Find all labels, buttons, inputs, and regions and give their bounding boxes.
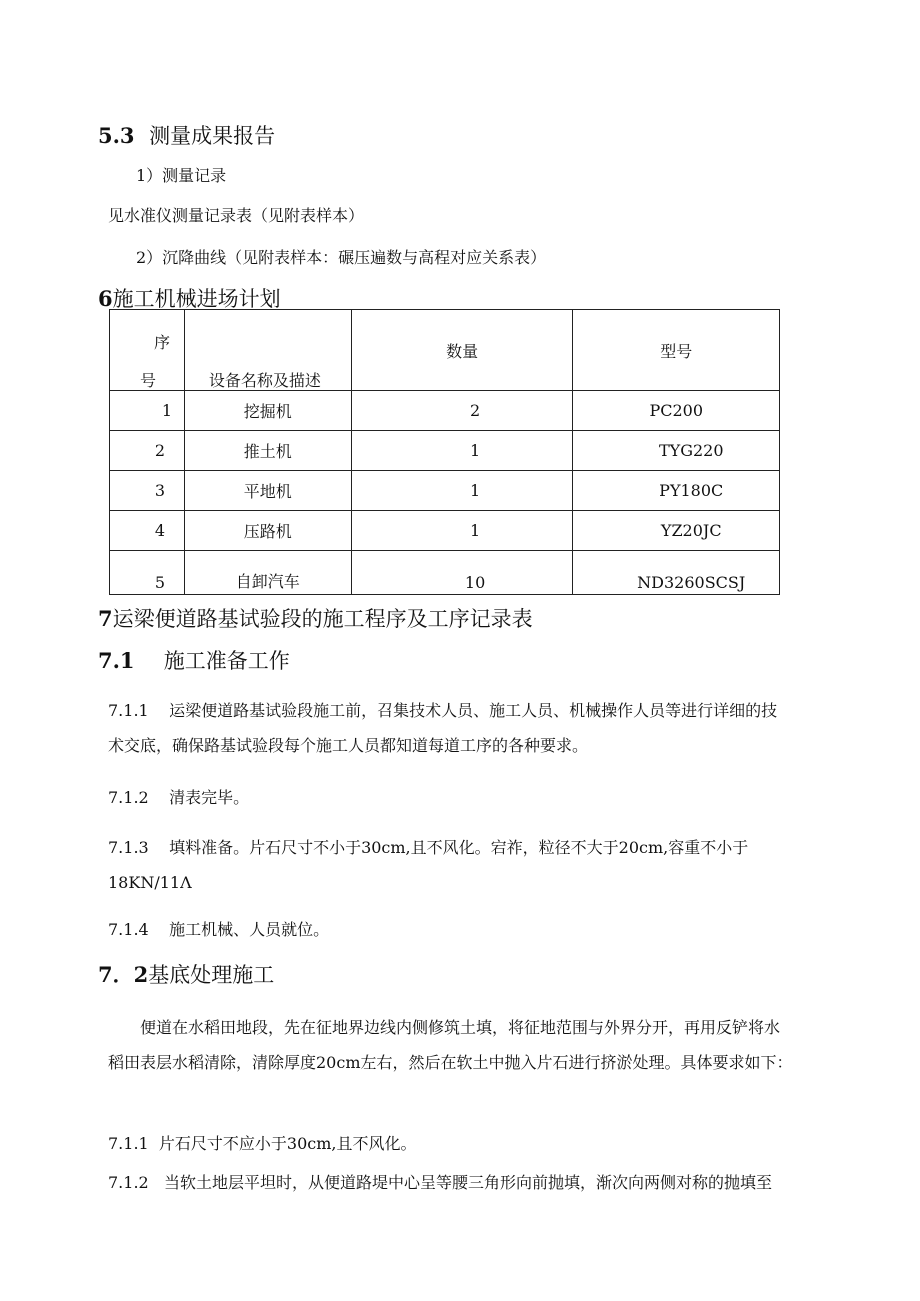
section-title: 运梁便道路基试验段的施工程序及工序记录表 — [112, 607, 533, 631]
equipment-table — [109, 309, 780, 595]
section-5-3-heading — [98, 120, 275, 150]
table-row: 3 平地机 1 PY180C — [110, 471, 780, 511]
header-name: 设备名称及描述 — [184, 310, 351, 391]
paragraph-7-1-2: 7.1.2 清表完毕。 — [108, 788, 250, 807]
paragraph-7-2-item-2: 7.1.2 当软土地层平坦时，从便道路堤中心呈等腰三角形向前抛填，渐次向两侧对称的抛填至 — [108, 1173, 772, 1192]
section-title: 施工准备工作 — [163, 649, 290, 673]
section-number: 7.1 — [98, 648, 135, 673]
section-number: 6 — [98, 286, 113, 311]
paragraph-7-1-3: 7.1.3 填料准备。片石尺寸不小于30cm,且不风化。宕祚，粒径不大于20cm,容重不小于18KN∕11Λ — [108, 838, 749, 892]
table-row: 4 压路机 1 YZ20JC — [110, 511, 780, 551]
table-row: 1 挖掘机 2 PC200 — [110, 391, 780, 431]
section-title: 测量成果报告 — [149, 124, 276, 148]
list-item: 1）测量记录 — [136, 166, 227, 185]
section-7-2-heading — [98, 959, 274, 989]
section-number: 7 — [98, 606, 113, 631]
paragraph-7-2-item-1: 7.1.1 片石尺寸不应小于30cm,且不风化。 — [108, 1134, 417, 1153]
header-qty: 数量 — [351, 310, 573, 391]
header-model: 型号 — [573, 310, 780, 391]
paragraph-7-1-4: 7.1.4 施工机械、人员就位。 — [108, 920, 330, 939]
section-7-1-heading — [98, 645, 290, 675]
paragraph-7-2-intro: 便道在水稻田地段，先在征地界边线内侧修筑土填，将征地范围与外界分开，再用反铲将水稻田表层水稻清除，清除厚度20cm左右，然后在软土中抛入片石进行挤淤处理。具体要求如下： — [108, 1018, 793, 1072]
section-number: 7．2 — [98, 962, 149, 987]
section-title: 施工机械进场计划 — [112, 287, 281, 311]
header-seq: 序 号 — [110, 310, 185, 391]
section-7-heading — [98, 603, 533, 633]
paragraph-7-1-1: 7.1.1 运梁便道路基试验段施工前，召集技术人员、施工人员、机械操作人员等进行详细的技术交底，确保路基试验段每个施工人员都知道每道工序的各种要求。 — [108, 701, 778, 755]
section-number: 5.3 — [98, 123, 135, 148]
table-row: 5 自卸汽车 10 ND3260SCSJ — [110, 551, 780, 595]
list-item: 2）沉降曲线（见附表样本：碾压遍数与高程对应关系表） — [136, 248, 547, 267]
section-title: 基底处理施工 — [148, 963, 275, 987]
paragraph: 见水准仪测量记录表（见附表样本） — [108, 206, 365, 225]
table-row: 2 推土机 1 TYG220 — [110, 431, 780, 471]
table-header-row — [110, 310, 780, 391]
